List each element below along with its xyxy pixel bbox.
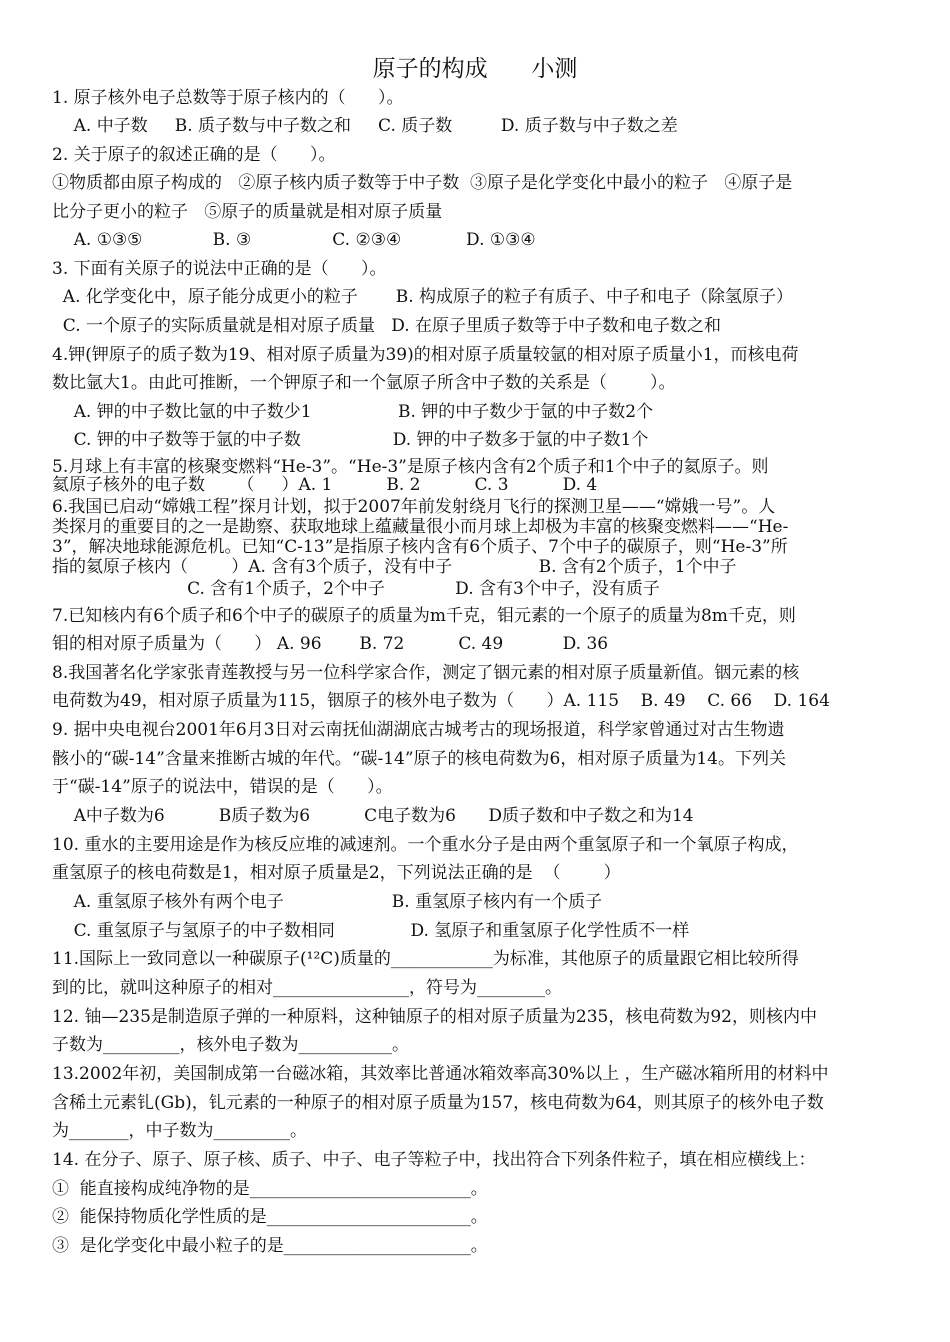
q6-options-cd: C. 含有1个质子，2个中子 D. 含有3个中子，没有质子 (52, 579, 660, 599)
q2-statements-1: ①物质都由原子构成的 ②原子核内质子数等于中子数 ③原子是化学变化中最小的粒子 ④原子是 (52, 173, 793, 193)
q2-statements-2: 比分子更小的粒子 ⑤原子的质量就是相对原子质量 (52, 202, 443, 222)
q4-options-cd: C. 钾的中子数等于氩的中子数 D. 钾的中子数多于氩的中子数1个 (52, 430, 649, 450)
q4-options-ab: A. 钾的中子数比氩的中子数少1 B. 钾的中子数少于氩的中子数2个 (52, 402, 654, 422)
q13-stem-3: 为_______，中子数为_________。 (52, 1121, 307, 1141)
q8-stem-2: 电荷数为49，相对原子质量为115，铟原子的核外电子数为（ ）A. 115 B. 49 C. 66 D. 164 (52, 691, 830, 711)
q3-options-cd: C. 一个原子的实际质量就是相对原子质量 D. 在原子里质子数等于中子数和电子数之和 (52, 316, 722, 336)
q4-stem-1: 4.钾(钾原子的质子数为19、相对原子质量为39)的相对原子质量较氩的相对原子质量小1，而核电荷 (52, 345, 799, 365)
q3-options-ab: A. 化学变化中，原子能分成更小的粒子 B. 构成原子的粒子有质子、中子和电子（除氢原子） (52, 287, 794, 307)
q10-stem-1: 10. 重水的主要用途是作为核反应堆的减速剂。一个重水分子是由两个重氢原子和一个氧原子构成， (52, 835, 799, 855)
q13-stem-2: 含稀土元素钆(Gb)，钆元素的一种原子的相对原子质量为157，核电荷数为64，则其原子的核外电子数 (52, 1093, 824, 1113)
q7-stem-2: 钼的相对原子质量为（ ） A. 96 B. 72 C. 49 D. 36 (52, 634, 609, 654)
q9-options: A中子数为6 B质子数为6 C电子数为6 D质子数和中子数之和为14 (52, 806, 694, 826)
q11-stem-2: 到的比，就叫这种原子的相对________________，符号为________。 (52, 978, 562, 998)
q8-stem-1: 8.我国著名化学家张青莲教授与另一位科学家合作，测定了铟元素的相对原子质量新值。铟元素的核 (52, 663, 800, 683)
q6-stem-3: 3”，解决地球能源危机。已知“C-13”是指原子核内含有6个质子、7个中子的碳原子，则“He-3”所 (52, 537, 788, 557)
q1-options: A. 中子数 B. 质子数与中子数之和 C. 质子数 D. 质子数与中子数之差 (52, 116, 678, 136)
q12-stem-1: 12. 铀—235是制造原子弹的一种原料，这种铀原子的相对原子质量为235，核电荷数为92，则核内中 (52, 1007, 817, 1027)
q5-stem: 5.月球上有丰富的核聚变燃料“He-3”。“He-3”是原子核内含有2个质子和1个中子的氦原子。则 (52, 457, 769, 477)
q9-stem-1: 9. 据中央电视台2001年6月3日对云南抚仙湖湖底古城考古的现场报道，科学家曾通过对古生物遗 (52, 720, 785, 740)
q5-options: 氦原子核外的电子数 （ ）A. 1 B. 2 C. 3 D. 4 (52, 475, 598, 495)
q9-stem-2: 骸小的“碳-14”含量来推断古城的年代。“碳-14”原子的核电荷数为6，相对原子质量为14。下列关 (52, 749, 786, 769)
q14-item-3: ③ 是化学变化中最小粒子的是______________________。 (52, 1236, 488, 1256)
q2-stem: 2. 关于原子的叙述正确的是（ ）。 (52, 145, 336, 165)
q6-stem-1: 6.我国已启动“嫦娥工程”探月计划，拟于2007年前发射绕月飞行的探测卫星——“嫦娥一号”。人 (52, 497, 776, 517)
q6-options-ab: 指的氦原子核内（ ）A. 含有3个质子，没有中子 B. 含有2个质子，1个中子 (52, 557, 737, 577)
q10-options-ab: A. 重氢原子核外有两个电子 B. 重氢原子核内有一个质子 (52, 892, 603, 912)
q11-stem-1: 11.国际上一致同意以一种碳原子(¹²C)质量的____________为标准，其他原子的质量跟它相比较所得 (52, 949, 799, 969)
q12-stem-2: 子数为_________，核外电子数为___________。 (52, 1035, 409, 1055)
q14-item-1: ① 能直接构成纯净物的是__________________________。 (52, 1179, 488, 1199)
q2-options: A. ①③⑤ B. ③ C. ②③④ D. ①③④ (52, 230, 536, 250)
q4-stem-2: 数比氩大1。由此可推断，一个钾原子和一个氩原子所含中子数的关系是（ ）。 (52, 373, 676, 393)
q10-options-cd: C. 重氢原子与氢原子的中子数相同 D. 氢原子和重氢原子化学性质不一样 (52, 921, 690, 941)
q7-stem-1: 7.已知核内有6个质子和6个中子的碳原子的质量为m千克，钼元素的一个原子的质量为8m千克，则 (52, 606, 796, 626)
q1-stem: 1. 原子核外电子总数等于原子核内的（ ）。 (52, 88, 404, 108)
page-title: 原子的构成 小测 (372, 56, 578, 82)
q14-item-2: ② 能保持物质化学性质的是________________________。 (52, 1207, 488, 1227)
q3-stem: 3. 下面有关原子的说法中正确的是（ ）。 (52, 259, 387, 279)
q9-stem-3: 于“碳-14”原子的说法中，错误的是（ ）。 (52, 777, 393, 797)
q10-stem-2: 重氢原子的核电荷数是1，相对原子质量是2，下列说法正确的是 （ ） (52, 863, 621, 883)
q6-stem-2: 类探月的重要目的之一是勘察、获取地球上蕴藏量很小而月球上却极为丰富的核聚变燃料——“He- (52, 517, 789, 537)
q14-stem: 14. 在分子、原子、原子核、质子、中子、电子等粒子中，找出符合下列条件粒子，填在相应横线上： (52, 1150, 816, 1170)
q13-stem-1: 13.2002年初，美国制成第一台磁冰箱，其效率比普通冰箱效率高30%以上 ，生产磁冰箱所用的材料中 (52, 1064, 829, 1084)
